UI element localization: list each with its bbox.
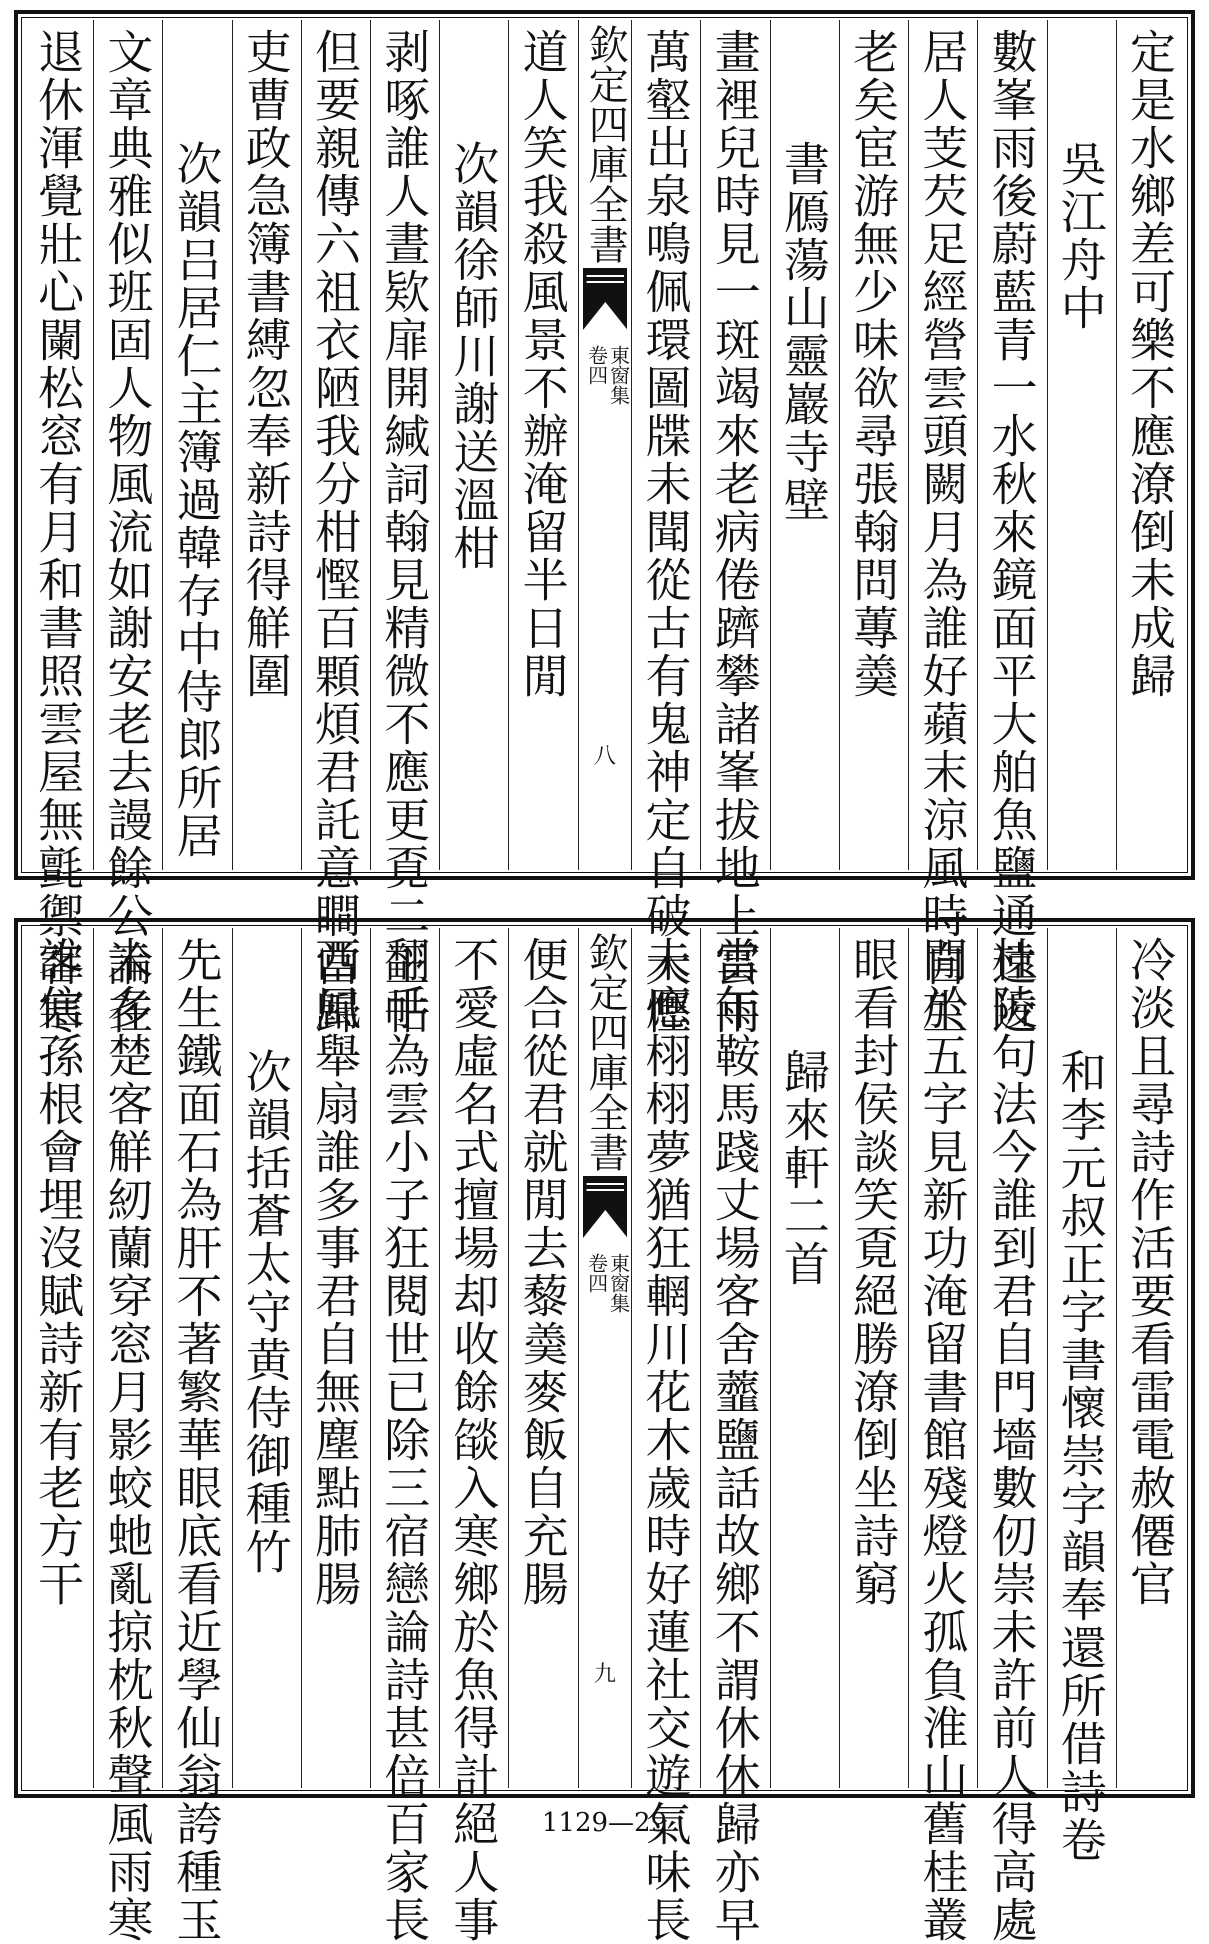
text-column bbox=[93, 928, 162, 1944]
column-text: 杜陵句法今誰到君自門墻數仞崇未許前人得高處 bbox=[984, 936, 1039, 1944]
column-text: 萬壑出泉鳴佩環圖牒未聞從古有鬼神定自破天慳 bbox=[638, 28, 693, 1036]
text-column bbox=[93, 20, 162, 1036]
center-gutter bbox=[578, 20, 632, 870]
column-text: 居人芰芡足經營雲頭闕月為誰好蘋末涼風時自生 bbox=[915, 28, 970, 1036]
poem-title: 吳江舟中 bbox=[1053, 140, 1108, 332]
text-column bbox=[301, 20, 370, 1036]
text-column bbox=[1116, 20, 1185, 870]
upper-page-columns bbox=[24, 20, 1185, 1036]
gutter-page-number: 九 bbox=[593, 1662, 616, 1687]
column-text: 但要親傳六祖衣陋我分柑慳百顆煩君託意瞷當歸 bbox=[307, 28, 362, 1036]
text-column bbox=[439, 928, 508, 1944]
column-text: 先生鐵面石為肝不著繁華眼底看近學仙翁誇種玉 bbox=[169, 936, 224, 1944]
gutter-book-name: 東窗集 bbox=[606, 1253, 631, 1313]
column-text: 未應栩栩夢猶狂輞川花木歲時好蓮社交遊氣味長 bbox=[638, 936, 693, 1944]
text-column bbox=[370, 20, 439, 1036]
text-column bbox=[770, 20, 839, 870]
column-text: 眼看封侯談笑覔絕勝潦倒坐詩窮 bbox=[846, 936, 901, 1608]
text-column bbox=[24, 20, 93, 1036]
text-column bbox=[24, 928, 93, 1788]
gutter-page-number: 八 bbox=[593, 744, 616, 769]
poem-title: 歸來軒二首 bbox=[776, 1048, 831, 1288]
column-text: 數峯雨後蔚藍青一水秋來鏡面平大舶魚鹽通遠近 bbox=[984, 28, 1039, 1036]
scan-page-number: 1129—29 bbox=[541, 1808, 668, 1838]
text-column bbox=[770, 928, 839, 1788]
text-column bbox=[1047, 928, 1116, 1864]
poem-title: 次韻括蒼太守黄侍御種竹 bbox=[238, 1048, 293, 1576]
fish-tail-mark-icon bbox=[583, 1176, 628, 1238]
column-text: 冷淡且尋詩作活要看雷電赦僊官 bbox=[1123, 936, 1177, 1608]
column-text: 翻手為雲小子狂閱世已除三宿戀論詩甚倍百家長 bbox=[377, 936, 432, 1944]
poem-title: 和李元叔正字書懷崇字韻奉還所借詩卷 bbox=[1053, 1048, 1108, 1864]
gutter-volume: 卷四 bbox=[584, 1253, 609, 1293]
column-text: 便合從君就閒去藜羮麥飯自充腸 bbox=[515, 936, 570, 1608]
poem-title: 書鴈蕩山靈巖寺壁 bbox=[776, 140, 831, 524]
text-column bbox=[370, 928, 439, 1944]
text-column bbox=[977, 928, 1046, 1944]
column-text: 不愛虛名式擅場却收餘燄入寒鄉於魚得計絕人事 bbox=[446, 936, 501, 1944]
column-text: 退休渾覺壯心闌松窓有月和書照雲屋無氈禦客寒 bbox=[31, 28, 86, 1036]
fish-tail-mark-icon bbox=[583, 268, 628, 330]
text-column bbox=[977, 20, 1046, 1036]
column-text: 定是水鄉差可樂不應潦倒未成歸 bbox=[1123, 28, 1177, 700]
column-text: 未多楚客觧紉蘭穿窓月影蛟虵亂掠枕秋聲風雨寒 bbox=[100, 936, 155, 1944]
gutter-title: 欽定四庫全書 bbox=[582, 24, 629, 264]
center-gutter bbox=[578, 928, 632, 1788]
column-text: 閒於五字見新功淹留書館殘燈火孤負淮山舊桂叢 bbox=[915, 936, 970, 1944]
text-column bbox=[631, 928, 700, 1944]
text-column bbox=[839, 928, 908, 1788]
text-column bbox=[908, 20, 977, 1036]
text-column bbox=[508, 20, 577, 870]
text-column bbox=[908, 928, 977, 1944]
column-text: 剥啄誰人晝欵扉開緘詞翰見精微不應更覔二王帖 bbox=[377, 28, 432, 1036]
text-column bbox=[232, 20, 301, 870]
column-text: 吏曹政急簿書縛忽奉新詩得觧圍 bbox=[238, 28, 293, 700]
poem-title: 次韻徐師川謝送溫柑 bbox=[446, 140, 501, 572]
text-column bbox=[1116, 928, 1185, 1788]
upper-page-frame bbox=[14, 10, 1195, 1036]
text-column bbox=[839, 20, 908, 870]
text-column bbox=[439, 20, 508, 870]
column-text: 當年鞍馬踐丈場客舍虀鹽話故鄉不謂休休歸亦早 bbox=[707, 936, 762, 1944]
text-column bbox=[301, 928, 370, 1788]
gutter-book-name: 東窗集 bbox=[606, 345, 631, 405]
text-column bbox=[1047, 20, 1116, 870]
gutter-volume: 卷四 bbox=[584, 345, 609, 385]
column-text: 道人笑我殺風景不辦淹留半日閒 bbox=[515, 28, 570, 700]
text-column bbox=[162, 928, 231, 1944]
poem-title: 次韻吕居仁主簿過韓存中侍郎所居 bbox=[169, 140, 224, 860]
column-text: 老矣宦游無少味欲尋張翰問蓴羮 bbox=[846, 28, 901, 700]
text-column bbox=[631, 20, 700, 1036]
column-text: 西風舉扇誰多事君自無塵點肺腸 bbox=[307, 936, 362, 1608]
text-column bbox=[700, 20, 769, 1036]
column-text: 畫裡兒時見一斑竭來老病倦躋攀諸峯拔地上雲雨 bbox=[707, 28, 762, 1036]
text-column bbox=[162, 20, 231, 870]
text-column bbox=[508, 928, 577, 1788]
column-text: 文章典雅似班固人物風流如謝安老去謾餘公論在 bbox=[100, 28, 155, 1036]
gutter-title: 欽定四庫全書 bbox=[582, 932, 629, 1172]
text-column bbox=[700, 928, 769, 1944]
column-text: 誰信孫根會埋沒賦詩新有老方干 bbox=[31, 936, 86, 1608]
text-column bbox=[232, 928, 301, 1788]
